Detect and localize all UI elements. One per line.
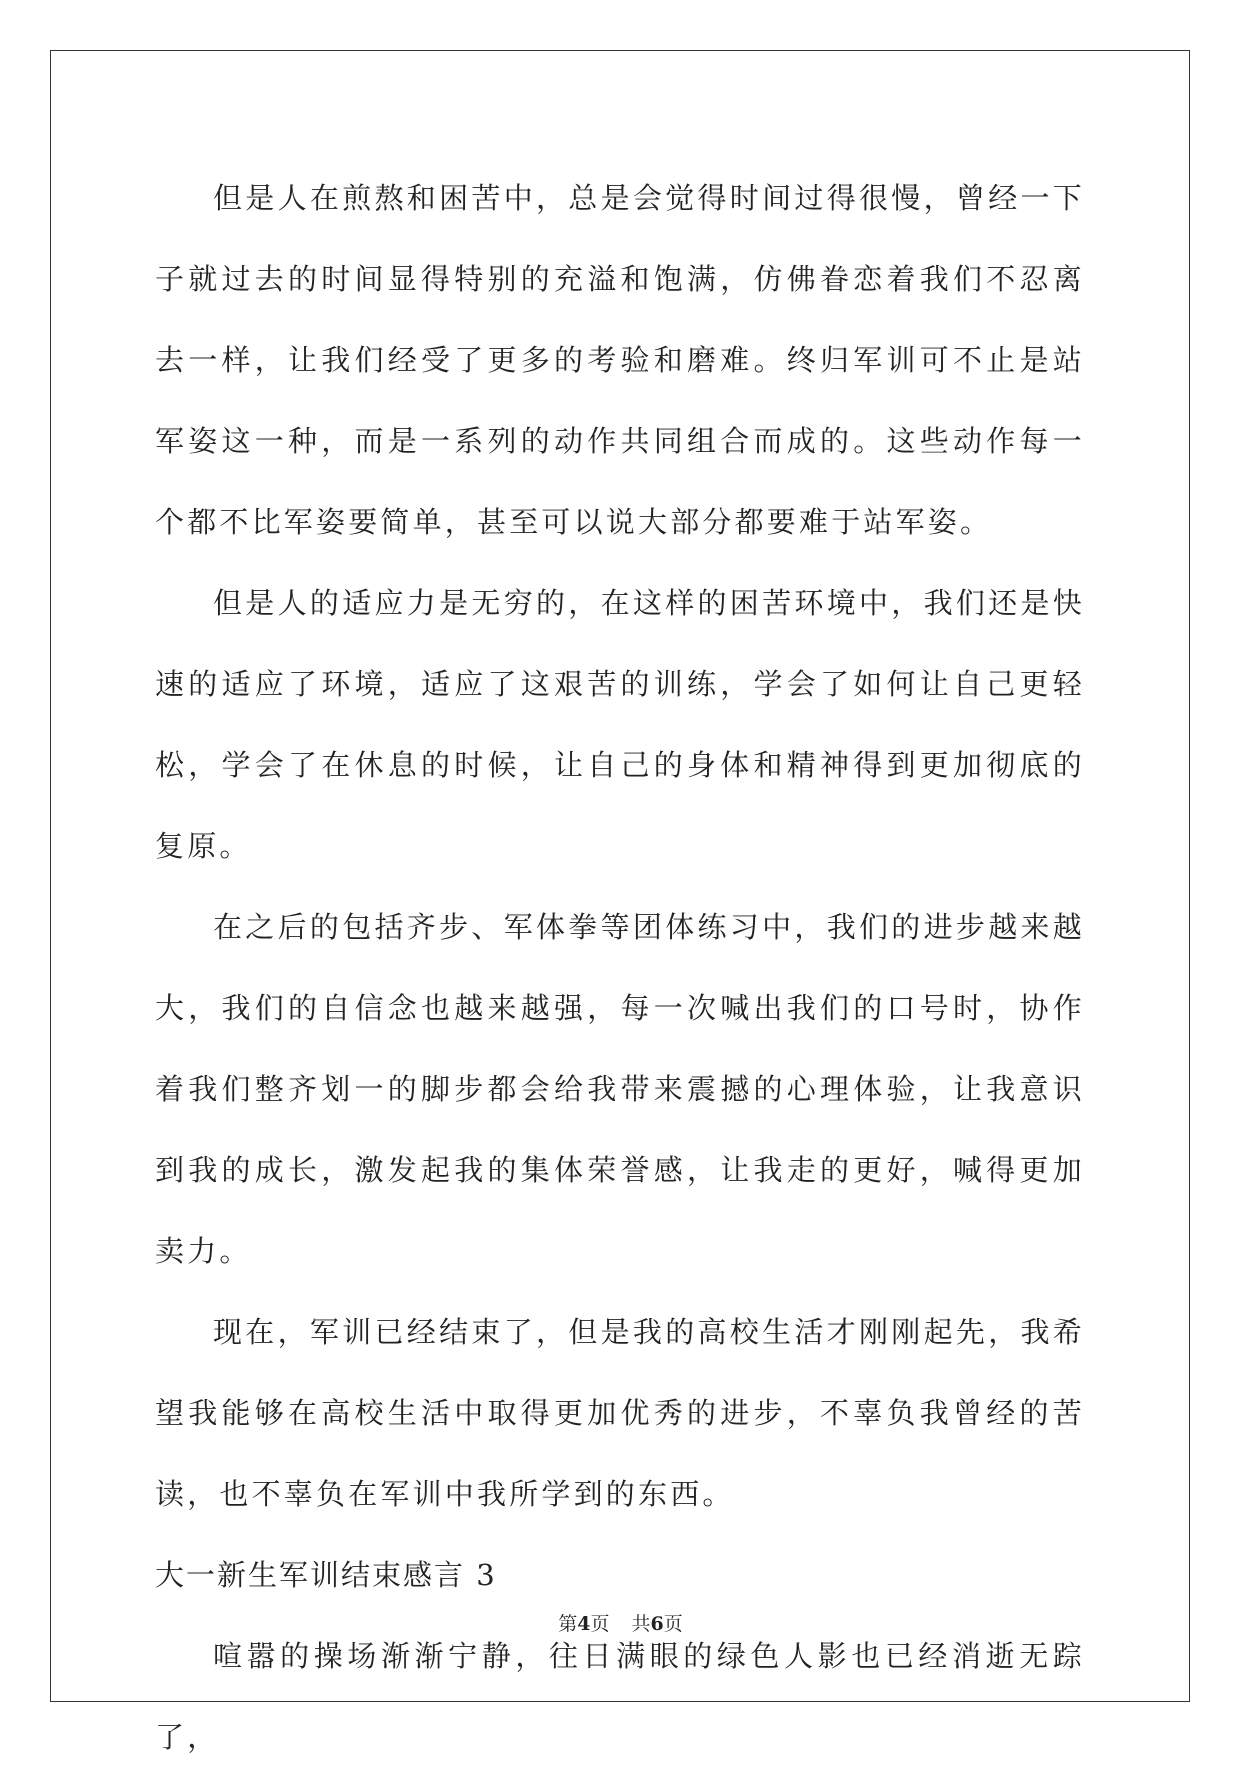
document-body (155, 158, 1085, 1778)
page-current: 4 (577, 1613, 591, 1635)
paragraph: 但是人在煎熬和困苦中，总是会觉得时间过得很慢，曾经一下子就过去的时间显得特别的充溢和饱满，仿佛眷恋着我们不忍离去一样，让我们经受了更多的考验和磨难。终归军训可不止是站军姿这一种，而是一系列的动作共同组合而成的。这些动作每一个都不比军姿要简单，甚至可以说大部分都要难于站军姿。 (155, 181, 1085, 539)
page-footer (0, 1609, 1241, 1636)
page-total: 6 (650, 1613, 664, 1635)
page-suffix: 页 (590, 1613, 610, 1635)
page-prefix: 第 (558, 1613, 578, 1635)
section-heading: 大一新生军训结束感言 3 (155, 1558, 497, 1592)
paragraph: 现在，军训已经结束了，但是我的高校生活才刚刚起先，我希望我能够在高校生活中取得更加优秀的进步，不辜负我曾经的苦读，也不辜负在军训中我所学到的东西。 (155, 1315, 1085, 1511)
paragraph: 在之后的包括齐步、军体拳等团体练习中，我们的进步越来越大，我们的自信念也越来越强，每一次喊出我们的口号时，协作着我们整齐划一的脚步都会给我带来震撼的心理体验，让我意识到我的成长，激发起我的集体荣誉感，让我走的更好，喊得更加卖力。 (155, 910, 1085, 1268)
paragraph: 但是人的适应力是无穷的，在这样的困苦环境中，我们还是快速的适应了环境，适应了这艰苦的训练，学会了如何让自己更轻松，学会了在休息的时候，让自己的身体和精神得到更加彻底的复原。 (155, 586, 1085, 863)
paragraph: 喧嚣的操场渐渐宁静，往日满眼的绿色人影也已经消逝无踪了， (155, 1639, 1085, 1754)
total-suffix: 页 (663, 1613, 683, 1635)
total-prefix: 共 (631, 1613, 651, 1635)
